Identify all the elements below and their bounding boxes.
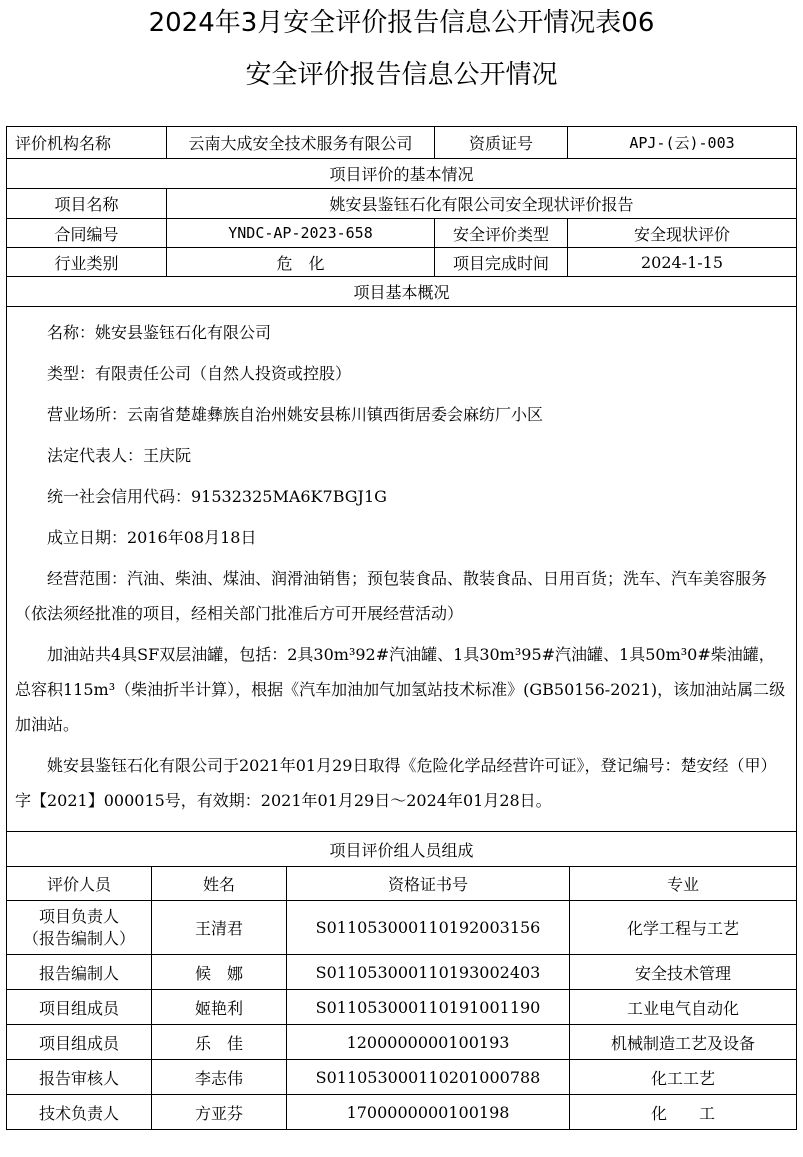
overview-legal-rep: 法定代表人：王庆阮 <box>47 446 192 465</box>
member-major: 化 工 <box>570 1095 797 1130</box>
org-label: 评价机构名称 <box>7 127 167 159</box>
cert-value: APJ-(云)-003 <box>568 127 797 159</box>
member-major: 机械制造工艺及设备 <box>570 1025 797 1060</box>
page-title: 2024年3月安全评价报告信息公开情况表06 <box>148 8 655 38</box>
project-name-label: 项目名称 <box>7 189 167 219</box>
member-cert: S011053000110201000788 <box>287 1060 570 1095</box>
section-basic-title: 项目评价的基本情况 <box>7 159 797 189</box>
member-major: 安全技术管理 <box>570 955 797 990</box>
finish-label: 项目完成时间 <box>435 248 568 277</box>
basic-info-table <box>6 126 797 832</box>
table-row <box>7 955 797 990</box>
member-role: 技术负责人 <box>7 1095 152 1130</box>
overview-name: 名称：姚安县鉴钰石化有限公司 <box>47 323 272 342</box>
member-cert: S011053000110192003156 <box>287 901 570 955</box>
overview-license: 姚安县鉴钰石化有限公司于2021年01月29日取得《危险化学品经营许可证》，登记编号：楚安经（甲）字【2021】000015号，有效期：2021年01月29日～2024年01月28日。 <box>15 756 777 810</box>
header-major: 专业 <box>570 867 797 901</box>
member-major: 化学工程与工艺 <box>570 901 797 955</box>
team-section-title: 项目评价组人员组成 <box>7 832 797 867</box>
member-name: 姬艳利 <box>152 990 287 1025</box>
member-role: 报告编制人 <box>7 955 152 990</box>
table-row <box>7 901 797 955</box>
table-row <box>7 1025 797 1060</box>
overview-address: 营业场所：云南省楚雄彝族自治州姚安县栋川镇西街居委会麻纺厂小区 <box>47 405 544 424</box>
member-role: 项目组成员 <box>7 1025 152 1060</box>
overview-content <box>7 307 797 832</box>
project-name-value: 姚安县鉴钰石化有限公司安全现状评价报告 <box>167 189 797 219</box>
member-cert: 1200000000100193 <box>287 1025 570 1060</box>
header-role: 评价人员 <box>7 867 152 901</box>
overview-founded: 成立日期：2016年08月18日 <box>47 528 257 547</box>
overview-scope: 经营范围：汽油、柴油、煤油、润滑油销售；预包装食品、散装食品、日用百货；洗车、汽车美容服务（依法须经批准的项目，经相关部门批准后方可开展经营活动） <box>15 569 768 623</box>
member-cert: S011053000110193002403 <box>287 955 570 990</box>
member-name: 乐 佳 <box>152 1025 287 1060</box>
member-role: 项目负责人 （报告编制人） <box>7 901 152 955</box>
member-role: 项目组成员 <box>7 990 152 1025</box>
eval-type-value: 安全现状评价 <box>568 219 797 248</box>
member-cert: 1700000000100198 <box>287 1095 570 1130</box>
org-value: 云南大成安全技术服务有限公司 <box>167 127 435 159</box>
table-row <box>7 1095 797 1130</box>
member-name: 候 娜 <box>152 955 287 990</box>
contract-label: 合同编号 <box>7 219 167 248</box>
section-overview-title: 项目基本概况 <box>7 277 797 307</box>
overview-tanks: 加油站共4具SF双层油罐，包括：2具30m³92#汽油罐、1具30m³95#汽油罐、1具50m³0#柴油罐，总容积115m³（柴油折半计算），根据《汽车加油加气加氢站技术标准》(GB50156-2021)，该加油站属二级加油站。 <box>15 645 786 734</box>
header-cert: 资格证书号 <box>287 867 570 901</box>
member-name: 方亚芬 <box>152 1095 287 1130</box>
industry-label: 行业类别 <box>7 248 167 277</box>
eval-type-label: 安全评价类型 <box>435 219 568 248</box>
table-row <box>7 1060 797 1095</box>
overview-credit-code: 统一社会信用代码：91532325MA6K7BGJ1G <box>47 487 387 506</box>
overview-type: 类型：有限责任公司（自然人投资或控股） <box>47 364 352 383</box>
finish-value: 2024-1-15 <box>568 248 797 277</box>
contract-value: YNDC-AP-2023-658 <box>167 219 435 248</box>
member-name: 王清君 <box>152 901 287 955</box>
member-name: 李志伟 <box>152 1060 287 1095</box>
member-major: 化工工艺 <box>570 1060 797 1095</box>
page-subtitle: 安全评价报告信息公开情况 <box>245 60 558 90</box>
member-role: 报告审核人 <box>7 1060 152 1095</box>
team-table <box>6 831 797 1130</box>
member-cert: S011053000110191001190 <box>287 990 570 1025</box>
member-major: 工业电气自动化 <box>570 990 797 1025</box>
table-row <box>7 990 797 1025</box>
industry-value: 危 化 <box>167 248 435 277</box>
cert-label: 资质证号 <box>435 127 568 159</box>
header-name: 姓名 <box>152 867 287 901</box>
